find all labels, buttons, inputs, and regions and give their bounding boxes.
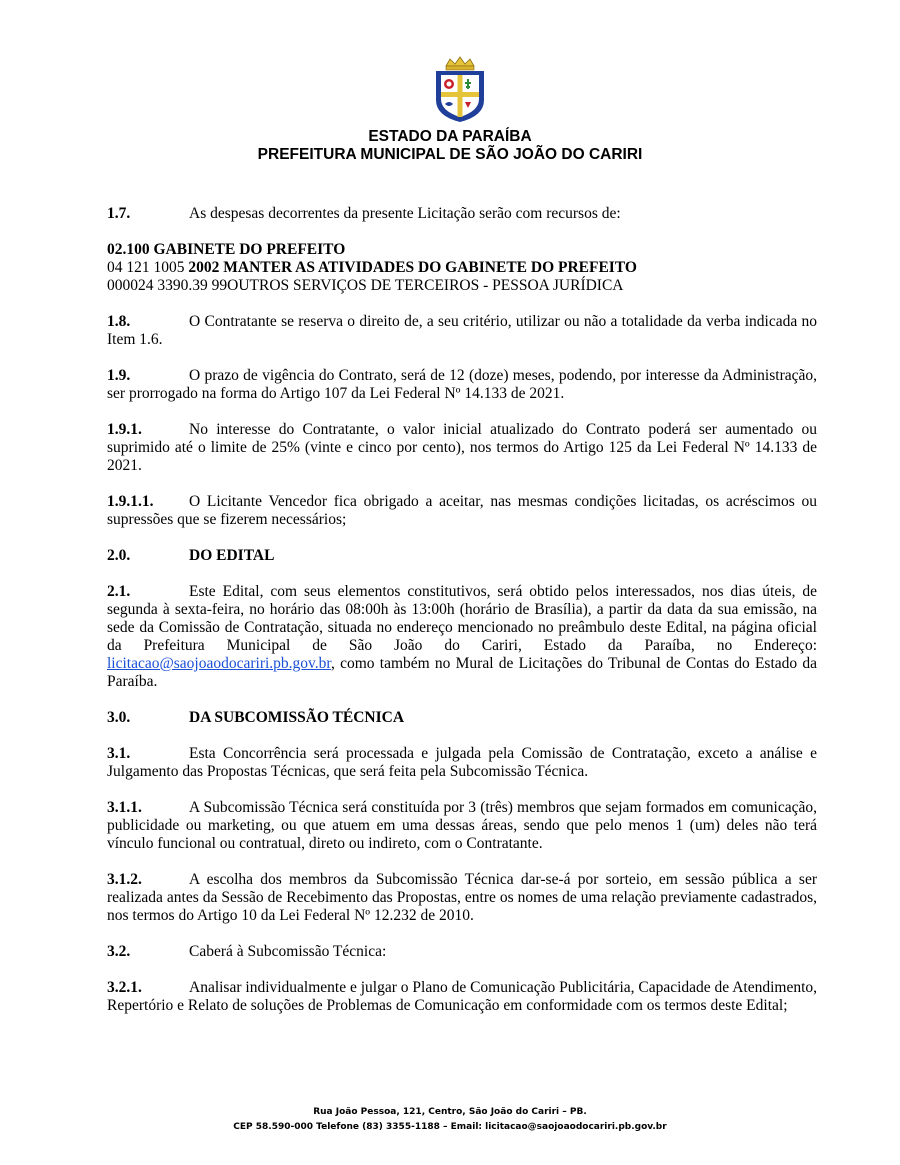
state-name: ESTADO DA PARAÍBA	[368, 128, 532, 145]
letterhead	[0, 128, 900, 164]
clause-3-2-1: 3.2.1. Analisar individualmente e julgar o Plano de Comunicação Publicitária, Capacidade de Atendimento, Repertório e Relato de soluções de Problemas de Comunicação em conformidade com os termos deste Edital;	[107, 979, 817, 1014]
budget-line-1: 02.100 GABINETE DO PREFEITO	[107, 241, 346, 258]
page-footer	[0, 1105, 900, 1135]
clause-1-9: 1.9. O prazo de vigência do Contrato, será de 12 (doze) meses, podendo, por interesse da Administração, ser prorrogado na forma do Artigo 107 da Lei Federal Nº 14.133 de 2021.	[107, 367, 817, 402]
clause-1-9-1-1: 1.9.1.1. O Licitante Vencedor fica obrigado a aceitar, nas mesmas condições licitadas, os acréscimos ou supressões que se fizerem necessários;	[107, 493, 817, 528]
section-heading-2-0: 2.0. DO EDITAL	[107, 547, 275, 564]
clause-1-8: 1.8. O Contratante se reserva o direito de, a seu critério, utilizar ou não a totalidade da verba indicada no Item 1.6.	[107, 313, 817, 348]
clause-1-7: 1.7. As despesas decorrentes da presente Licitação serão com recursos de:	[107, 205, 621, 222]
clause-2-1: 2.1. Este Edital, com seus elementos constitutivos, será obtido pelos interessados, nos dias úteis, de segunda à sexta-feira, no horário das 08:00h às 13:00h (horário de Brasília), a partir da data da sua emissão, na sede da Comissão de Contratação, situada no endereço mencionado no preâmbulo deste Edital, na página oficial da Prefeitura Municipal de São João do Cariri, Estado da Paraíba, no Endereço: licitacao@saojoaodocariri.pb.gov.br, como também no Mural de Licitações do Tribunal de Contas do Estado da Paraíba.	[107, 583, 817, 690]
municipality-name: PREFEITURA MUNICIPAL DE SÃO JOÃO DO CARIRI	[257, 146, 643, 163]
document-body	[107, 205, 817, 1015]
clause-3-1: 3.1. Esta Concorrência será processada e julgada pela Comissão de Contratação, exceto a análise e Julgamento das Propostas Técnicas, que será feita pela Subcomissão Técnica.	[107, 745, 817, 780]
footer-contact: CEP 58.590-000 Telefone (83) 3355-1188 – Email: licitacao@saojoaodocariri.pb.gov.br	[233, 1122, 667, 1132]
clause-3-2: 3.2. Caberá à Subcomissão Técnica:	[107, 943, 387, 960]
footer-address: Rua João Pessoa, 121, Centro, São João do Cariri – PB.	[313, 1107, 587, 1117]
clause-3-1-1: 3.1.1. A Subcomissão Técnica será constituída por 3 (três) membros que sejam formados em comunicação, publicidade ou marketing, ou que atuem em uma dessas áreas, sendo que pelo menos 1 (um) deles não terá vínculo funcional ou contratual, direto ou indireto, com o Contratante.	[107, 799, 817, 852]
budget-line-2: 04 121 1005 2002 MANTER AS ATIVIDADES DO GABINETE DO PREFEITO	[107, 259, 637, 276]
email-link[interactable]: licitacao@saojoaodocariri.pb.gov.br	[107, 655, 331, 672]
municipal-coat-of-arms-icon	[432, 56, 488, 124]
clause-3-1-2: 3.1.2. A escolha dos membros da Subcomissão Técnica dar-se-á por sorteio, em sessão pública a ser realizada antes da Sessão de Recebimento das Propostas, entre os nomes de uma relação previamente cadastrados, nos termos do Artigo 10 da Lei Federal Nº 12.232 de 2010.	[107, 871, 817, 924]
budget-line-3: 000024 3390.39 99OUTROS SERVIÇOS DE TERCEIROS - PESSOA JURÍDICA	[107, 277, 624, 294]
section-heading-3-0: 3.0. DA SUBCOMISSÃO TÉCNICA	[107, 709, 405, 726]
clause-1-9-1: 1.9.1. No interesse do Contratante, o valor inicial atualizado do Contrato poderá ser aumentado ou suprimido até o limite de 25% (vinte e cinco por cento), nos termos do Artigo 125 da Lei Federal Nº 14.133 de 2021.	[107, 421, 817, 474]
